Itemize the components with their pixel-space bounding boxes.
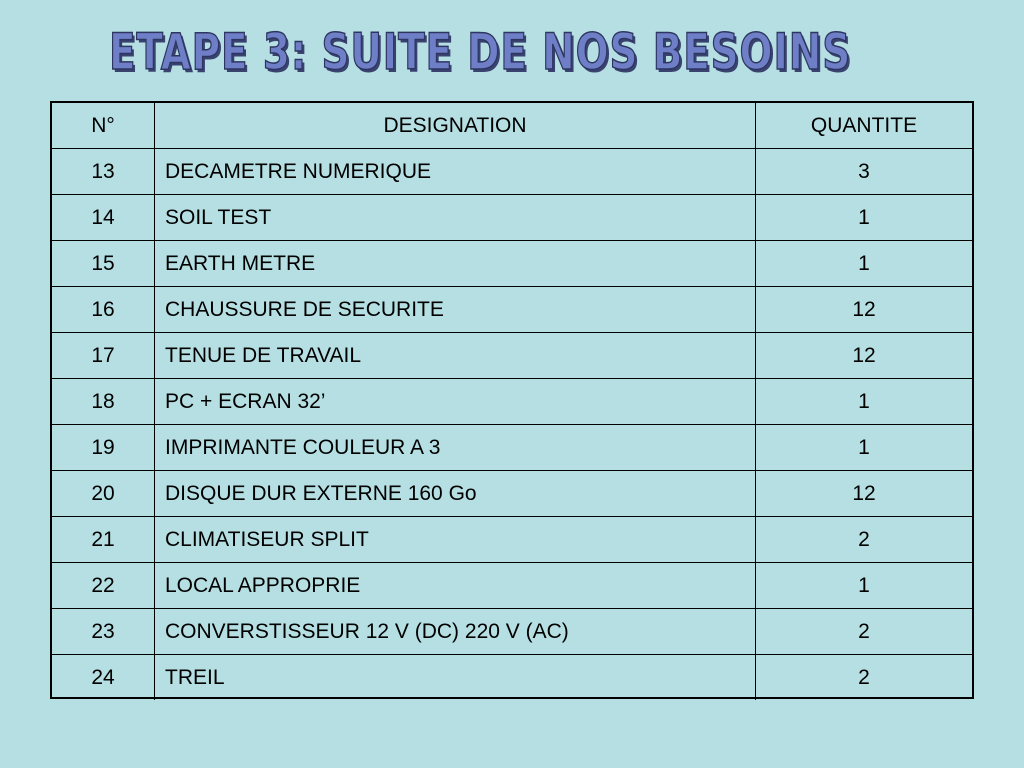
cell-designation: TREIL [155, 655, 756, 701]
cell-quantity: 2 [756, 655, 973, 701]
table-row [52, 425, 972, 471]
table-row [52, 379, 972, 425]
cell-number: 24 [52, 655, 155, 701]
cell-number: 18 [52, 379, 155, 425]
cell-designation: SOIL TEST [155, 195, 756, 241]
cell-designation: EARTH METRE [155, 241, 756, 287]
cell-quantity: 1 [756, 379, 973, 425]
header-designation: DESIGNATION [155, 103, 756, 149]
table-row [52, 471, 972, 517]
cell-designation: IMPRIMANTE COULEUR A 3 [155, 425, 756, 471]
cell-designation: DECAMETRE NUMERIQUE [155, 149, 756, 195]
table-row [52, 287, 972, 333]
cell-designation: PC + ECRAN 32’ [155, 379, 756, 425]
header-number: N° [52, 103, 155, 149]
cell-designation: CONVERSTISSEUR 12 V (DC) 220 V (AC) [155, 609, 756, 655]
table-row [52, 333, 972, 379]
table-header-row [52, 103, 972, 149]
table-row [52, 563, 972, 609]
needs-table [52, 103, 972, 700]
cell-designation: CLIMATISEUR SPLIT [155, 517, 756, 563]
cell-number: 15 [52, 241, 155, 287]
cell-quantity: 3 [756, 149, 973, 195]
cell-number: 19 [52, 425, 155, 471]
cell-designation: CHAUSSURE DE SECURITE [155, 287, 756, 333]
cell-number: 22 [52, 563, 155, 609]
cell-number: 13 [52, 149, 155, 195]
table-row [52, 241, 972, 287]
cell-number: 23 [52, 609, 155, 655]
cell-quantity: 2 [756, 517, 973, 563]
cell-quantity: 12 [756, 287, 973, 333]
cell-number: 17 [52, 333, 155, 379]
cell-number: 21 [52, 517, 155, 563]
cell-quantity: 1 [756, 195, 973, 241]
needs-table-container [50, 101, 974, 699]
header-quantity: QUANTITE [756, 103, 973, 149]
cell-number: 20 [52, 471, 155, 517]
cell-designation: LOCAL APPROPRIE [155, 563, 756, 609]
table-row [52, 517, 972, 563]
table-row [52, 655, 972, 701]
table-row [52, 149, 972, 195]
cell-quantity: 2 [756, 609, 973, 655]
table-row [52, 609, 972, 655]
cell-quantity: 12 [756, 471, 973, 517]
slide-title: ETAPE 3: SUITE DE NOS BESOINS [108, 23, 852, 81]
cell-designation: DISQUE DUR EXTERNE 160 Go [155, 471, 756, 517]
cell-quantity: 1 [756, 563, 973, 609]
cell-quantity: 1 [756, 425, 973, 471]
table-row [52, 195, 972, 241]
cell-number: 14 [52, 195, 155, 241]
cell-designation: TENUE DE TRAVAIL [155, 333, 756, 379]
cell-quantity: 12 [756, 333, 973, 379]
cell-number: 16 [52, 287, 155, 333]
cell-quantity: 1 [756, 241, 973, 287]
